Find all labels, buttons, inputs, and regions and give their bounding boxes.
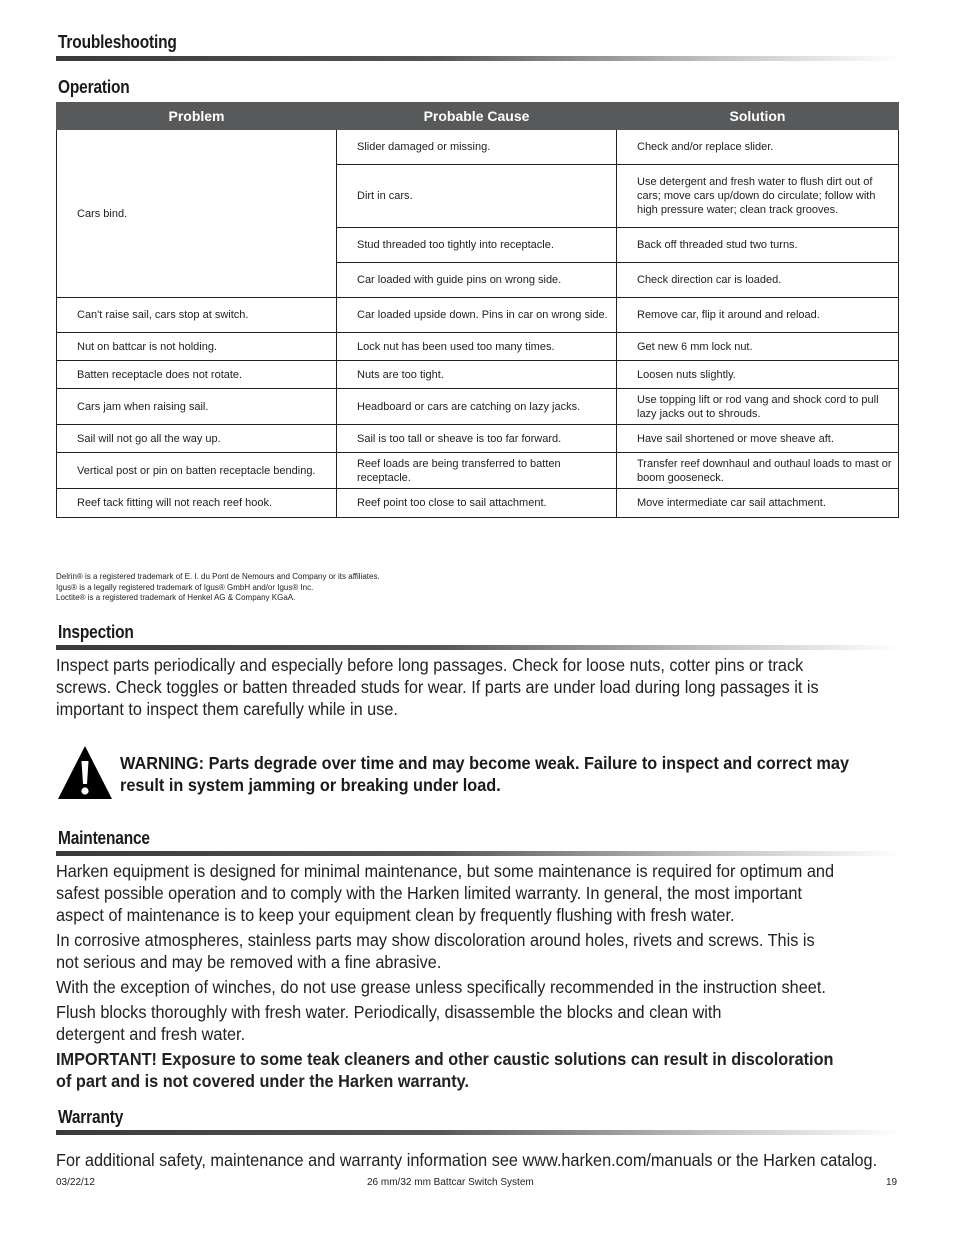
solution-cell: Remove car, flip it around and reload. xyxy=(617,298,899,333)
header-solution: Solution xyxy=(617,103,899,130)
solution-cell: Check direction car is loaded. xyxy=(617,263,899,298)
problem-cell: Batten receptacle does not rotate. xyxy=(57,361,337,389)
header-problem: Problem xyxy=(57,103,337,130)
maintenance-paragraph: Flush blocks thoroughly with fresh water. Periodically, disassemble the blocks and clean with detergent and fresh water. xyxy=(56,1002,722,1044)
solution-cell: Loosen nuts slightly. xyxy=(617,361,899,389)
heading-rule xyxy=(56,851,898,856)
cause-cell: Lock nut has been used too many times. xyxy=(337,333,617,361)
solution-cell: Use topping lift or rod vang and shock cord to pull lazy jacks out to shrouds. xyxy=(617,389,899,425)
page-number: 19 xyxy=(886,1177,898,1188)
cause-cell: Nuts are too tight. xyxy=(337,361,617,389)
solution-cell: Have sail shortened or move sheave aft. xyxy=(617,425,899,453)
solution-cell: Check and/or replace slider. xyxy=(617,130,899,165)
heading-rule xyxy=(56,56,898,61)
problem-cell: Can't raise sail, cars stop at switch. xyxy=(57,298,337,333)
table-header-row xyxy=(57,103,899,130)
cause-cell: Reef loads are being transferred to batten receptacle. xyxy=(337,453,617,489)
problem-cell: Cars bind. xyxy=(57,130,337,298)
heading-rule xyxy=(56,645,898,650)
cause-cell: Sail is too tall or sheave is too far forward. xyxy=(337,425,617,453)
table-row xyxy=(57,389,899,425)
table-row xyxy=(57,489,899,518)
cause-cell: Stud threaded too tightly into receptacle. xyxy=(337,228,617,263)
problem-cell: Sail will not go all the way up. xyxy=(57,425,337,453)
cause-cell: Headboard or cars are catching on lazy jacks. xyxy=(337,389,617,425)
maintenance-paragraph: With the exception of winches, do not use grease unless specifically recommended in the instruction sheet. xyxy=(56,977,826,997)
problem-cell: Vertical post or pin on batten receptacle bending. xyxy=(57,453,337,489)
cause-cell: Car loaded with guide pins on wrong side. xyxy=(337,263,617,298)
cause-cell: Dirt in cars. xyxy=(337,165,617,228)
solution-cell: Back off threaded stud two turns. xyxy=(617,228,899,263)
inspection-heading: Inspection xyxy=(58,622,134,642)
troubleshooting-table xyxy=(56,102,899,518)
important-note: IMPORTANT! Exposure to some teak cleaners and other caustic solutions can result in discoloration of part and is not covered under the Harken warranty. xyxy=(56,1049,834,1091)
trademark-line: Loctite® is a registered trademark of Henkel AG & Company KGaA. xyxy=(56,593,296,602)
problem-cell: Reef tack fitting will not reach reef hook. xyxy=(57,489,337,518)
solution-cell: Use detergent and fresh water to flush dirt out of cars; move cars up/down do circulate; follow with high pressure water; clean track grooves. xyxy=(617,165,899,228)
table-row xyxy=(57,453,899,489)
heading-rule xyxy=(56,1130,898,1135)
warranty-text: For additional safety, maintenance and warranty information see www.harken.com/manuals or the Harken catalog. xyxy=(56,1150,878,1170)
table-row xyxy=(57,298,899,333)
solution-cell: Move intermediate car sail attachment. xyxy=(617,489,899,518)
table-row xyxy=(57,130,899,165)
solution-cell: Get new 6 mm lock nut. xyxy=(617,333,899,361)
table-row xyxy=(57,361,899,389)
solution-cell: Transfer reef downhaul and outhaul loads to mast or boom gooseneck. xyxy=(617,453,899,489)
footer-date: 03/22/12 xyxy=(56,1177,95,1188)
problem-cell: Cars jam when raising sail. xyxy=(57,389,337,425)
table-row xyxy=(57,425,899,453)
warning-text: WARNING: Parts degrade over time and may become weak. Failure to inspect and correct may result in system jamming or breaking under load. xyxy=(120,753,850,795)
inspection-text: Inspect parts periodically and especially before long passages. Check for loose nuts, cotter pins or track screws. Check toggles or batten threaded studs for wear. If parts are under load during long passages it is important to inspect them carefully while in use. xyxy=(56,655,819,719)
trademark-line: Delrin® is a registered trademark of E. I. du Pont de Nemours and Company or its affiliates. xyxy=(56,572,380,581)
warning-triangle-icon xyxy=(57,744,113,800)
table-row xyxy=(57,333,899,361)
trademark-line: Igus® is a legally registered trademark of Igus® GmbH and/or Igus® Inc. xyxy=(56,582,314,592)
header-probable-cause: Probable Cause xyxy=(337,103,617,130)
operation-heading: Operation xyxy=(58,77,130,97)
problem-cell: Nut on battcar is not holding. xyxy=(57,333,337,361)
cause-cell: Reef point too close to sail attachment. xyxy=(337,489,617,518)
page-title: Troubleshooting xyxy=(58,32,177,52)
cause-cell: Car loaded upside down. Pins in car on wrong side. xyxy=(337,298,617,333)
maintenance-paragraph: In corrosive atmospheres, stainless parts may show discoloration around holes, rivets and screws. This is not serious and may be removed with a fine abrasive. xyxy=(56,930,815,972)
cause-cell: Slider damaged or missing. xyxy=(337,130,617,165)
maintenance-heading: Maintenance xyxy=(58,828,150,848)
footer-title: 26 mm/32 mm Battcar Switch System xyxy=(367,1177,534,1188)
maintenance-paragraph: Harken equipment is designed for minimal maintenance, but some maintenance is required for optimum and safest possible operation and to comply with the Harken limited warranty. In general, the most important aspect of maintenance is to keep your equipment clean by frequently flushing with fresh water. xyxy=(56,861,835,925)
warranty-heading: Warranty xyxy=(58,1107,124,1127)
trademark-notes xyxy=(56,572,380,604)
